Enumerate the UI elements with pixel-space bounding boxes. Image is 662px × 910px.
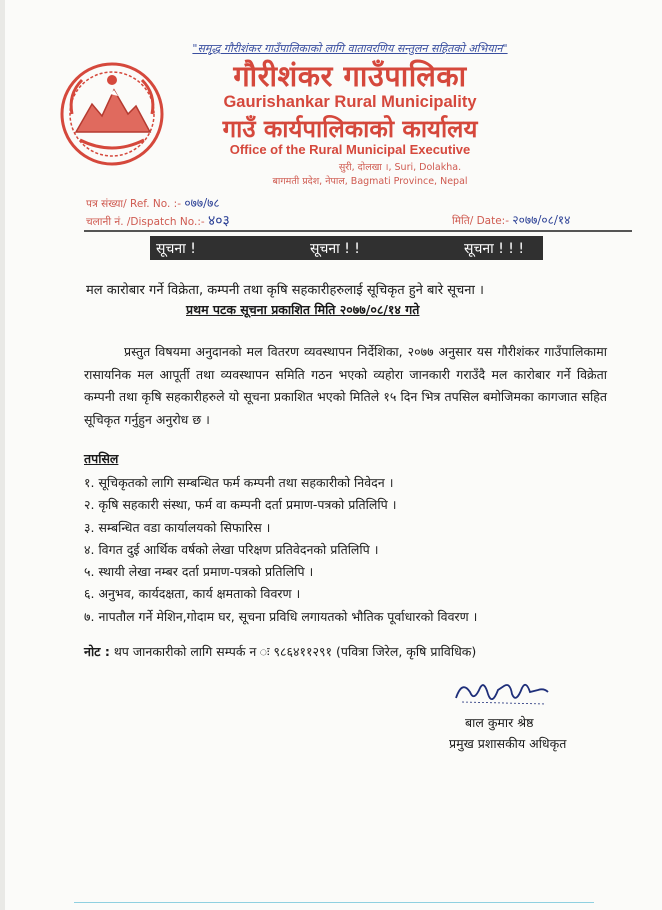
municipality-seal-logo [58,60,166,168]
signatory-name: बाल कुमार श्रेष्ठ [465,715,534,730]
list-item: ७. नापतौल गर्ने मेशिन,गोदाम घर, सूचना प्रविधि लगायतको भौतिक पूर्वाधारको विवरण । [84,608,478,624]
municipality-name-nepali: गौरीशंकर गाउँपालिका [233,59,467,93]
letter-date [452,211,570,228]
publication-date-line: प्रथम पटक सूचना प्रकाशित मिति २०७७/०८/१४ गते [186,302,420,317]
dispatch-no [86,211,230,230]
requirements-list [84,472,614,628]
ref-value: ०७७/७८ [184,196,220,210]
municipality-name-english: Gaurishankar Rural Municipality [223,93,477,111]
notice-banner [150,236,543,260]
list-item: ३. सम्बन्धित वडा कार्यालयको सिफारिस । [84,519,271,535]
footer-line [74,902,594,903]
note-label: नोट : [84,644,110,659]
list-item: २. कृषि सहकारी संस्था, फर्म वा कम्पनी दर्ता प्रमाण-पत्रको प्रतिलिपि । [84,497,397,513]
address-line-2: बागमती प्रदेश, नेपाल, Bagmati Province, Nepal [272,176,468,187]
header-divider [84,230,632,232]
date-value: २०७७/०८/१४ [512,213,571,227]
ref-label: पत्र संख्या/ Ref. No. :- [86,198,182,210]
office-name-english: Office of the Rural Municipal Executive [229,142,471,157]
list-item: ५. स्थायी लेखा नम्बर दर्ता प्रमाण-पत्रको प्रतिलिपि । [84,564,314,580]
date-label: मिति/ Date:- [452,215,510,227]
list-item: १. सूचिकृतको लागि सम्बन्धित फर्म कम्पनी तथा सहकारीको निवेदन । [84,475,394,490]
tapasil-heading: तपसिल [84,451,119,466]
ref-no [86,194,220,211]
body-paragraph: प्रस्तुत विषयमा अनुदानको मल वितरण व्यवस्थापन निर्देशिका, २०७७ अनुसार यस गौरीशंकर गाउँपालिकामा रासायनिक मल आपूर्ती तथा व्यवस्थापन समिति गठन भएको व्यहोरा जानकारी गराउँदै मल कारोबार गर्ने विक्रेता कम्पनी तथा कृषि सहकारीहरुले यो सूचना प्रकाशित भएको मितिले १५ दिन भित्र तपसिल बमोजिमका कागजात सहित सूचिकृत गर्नुहुन अनुरोध छ । [84,344,607,427]
notice-word-1: सूचना ! [156,241,196,257]
address-line-1: सुरी, दोलखा ।, Suri, Dolakha. [338,162,462,173]
notice-word-2: सूचना ! ! [310,241,360,257]
note-text: थप जानकारीको लागि सम्पर्क न ः ९८६४११२९१ (पवित्रा जिरेल, कृषि प्राविधिक) [113,644,477,659]
page-edge [0,0,5,910]
notice-word-3: सूचना ! ! ! [464,241,524,257]
list-item: ६. अनुभव, कार्यदक्षता, कार्य क्षमताको विवरण । [84,586,301,602]
notice-subject: मल कारोबार गर्ने विक्रेता, कम्पनी तथा कृषि सहकारीहरुलाई सूचिकृत हुने बारे सूचना । [86,283,484,298]
handwritten-signature [452,676,552,712]
tagline: "समृद्ध गौरीशंकर गाउँपालिकाको लागि वातावरणिय सन्तुलन सहितको अभियान" [192,42,508,55]
list-item: ४. विगत दुई आर्थिक वर्षको लेखा परिक्षण प्रतिवेदनको प्रतिलिपि । [84,541,379,557]
office-name-nepali: गाउँ कार्यपालिकाको कार्यालय [222,115,478,143]
dispatch-label: चलानी नं. /Dispatch No.:- [86,216,205,228]
contact-note [84,643,476,660]
signatory-title: प्रमुख प्रशासकीय अधिकृत [449,736,567,751]
dispatch-value: ४०३ [208,213,230,229]
